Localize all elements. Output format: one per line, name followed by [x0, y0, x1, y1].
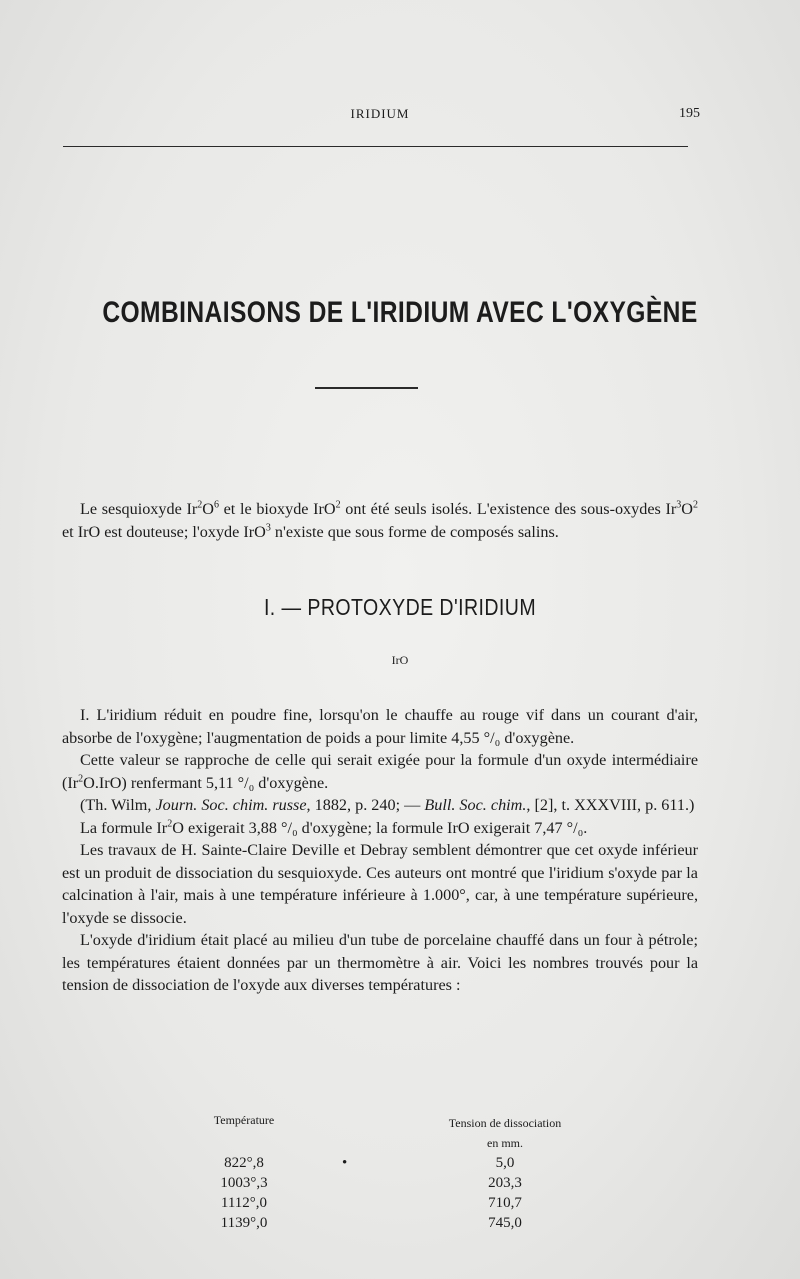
- text-run: , 1882, p. 240; —: [306, 796, 425, 814]
- text-run: Le sesquioxyde Ir: [80, 500, 198, 518]
- text-run: et le bioxyde IrO: [218, 500, 336, 518]
- text-run: (Th. Wilm,: [80, 796, 156, 814]
- intro-paragraph: [62, 498, 698, 543]
- table-header: [180, 1113, 620, 1155]
- paragraph: Les travaux de H. Sainte-Claire Deville et Debray semblent démontrer que cet oxyde inférieur est un produit de dissociation du sesquioxyde. Ces auteurs ont montré que l'iridium s'oxyde par la calcination à l'air, mais à une température inférieure à 1.000°, car, à une température supérieure, l'oxyde se dissocie.: [62, 841, 698, 927]
- superscript: 3: [265, 522, 271, 534]
- superscript: 2: [197, 499, 203, 511]
- table-row: [180, 1215, 620, 1235]
- superscript: 6: [213, 499, 219, 511]
- header-divider: [63, 146, 688, 147]
- text-run: n'existe que sous forme de composés salins.: [270, 522, 559, 541]
- text-run: La formule Ir: [80, 818, 168, 837]
- section-title: I. — PROTOXYDE D'IRIDIUM: [263, 594, 537, 620]
- running-title: IRIDIUM: [350, 106, 410, 121]
- dissociation-table: [180, 1113, 620, 1235]
- section-formula: IrO: [391, 653, 409, 667]
- temperature-cell: 1112°,0: [220, 1195, 268, 1211]
- journal-title: Bull. Soc. chim.: [424, 796, 527, 814]
- column-header-line: en mm.: [487, 1136, 523, 1150]
- text-run: et IrO est douteuse; l'oxyde IrO: [62, 522, 266, 541]
- tension-cell: 203,3: [488, 1175, 522, 1191]
- page-number: 195: [679, 106, 700, 121]
- paragraph: L'oxyde d'iridium était placé au milieu d'un tube de porcelaine chauffé dans un four à pétrole; les températures étaient données par un thermomètre à air. Voici les nombres trouvés pour la tension de dissociation de l'oxyde aux diverses températures :: [62, 931, 698, 994]
- tension-cell: 5,0: [495, 1155, 515, 1171]
- superscript: 3: [676, 499, 682, 511]
- superscript: 2: [78, 773, 84, 785]
- text-run: O.IrO) renfermant 5,11 °/₀ d'oxygène.: [83, 773, 329, 792]
- body-text: [62, 704, 698, 997]
- superscript: 2: [692, 499, 698, 511]
- text-run: O: [681, 500, 693, 518]
- citation: [62, 794, 698, 817]
- title-divider: [315, 387, 418, 389]
- paragraph: [62, 817, 698, 840]
- temperature-cell: 1139°,0: [220, 1215, 268, 1231]
- journal-title: Journ. Soc. chim. russe: [155, 796, 307, 814]
- chapter-title: COMBINAISONS DE L'IRIDIUM AVEC L'OXYGÈNE: [102, 296, 698, 329]
- tension-cell: 710,7: [488, 1195, 522, 1211]
- temperature-cell: 822°,8: [224, 1155, 264, 1171]
- table-row: [180, 1195, 620, 1215]
- superscript: 2: [335, 499, 341, 511]
- leader-dot: •: [342, 1155, 348, 1171]
- column-header-line: Tension de dissociation: [448, 1116, 562, 1130]
- text-run: Cette valeur se rapproche de celle qui serait exigée pour la formule d'un oxyde intermédiaire (Ir: [62, 751, 698, 792]
- intro-text: [62, 498, 698, 543]
- column-header-temperature: Température: [213, 1113, 275, 1127]
- temperature-cell: 1003°,3: [220, 1175, 268, 1191]
- text-run: , [2], t. XXXVIII, p. 611.): [526, 796, 695, 814]
- paragraph: [62, 749, 698, 794]
- tension-cell: 745,0: [488, 1215, 522, 1231]
- superscript: 2: [167, 818, 173, 830]
- column-header-tension: [425, 1113, 585, 1153]
- table-row: [180, 1175, 620, 1195]
- page-header: [60, 106, 700, 128]
- text-run: O exigerait 3,88 °/₀ d'oxygène; la formule IrO exigerait 7,47 °/₀.: [172, 818, 588, 837]
- paragraph: I. L'iridium réduit en poudre fine, lorsqu'on le chauffe au rouge vif dans un courant d'air, absorbe de l'oxygène; l'augmentation de poids a pour limite 4,55 °/₀ d'oxygène.: [62, 706, 698, 747]
- text-run: ont été seuls isolés. L'existence des sous-oxydes Ir: [340, 500, 677, 518]
- table-row: [180, 1155, 620, 1175]
- text-run: O: [202, 500, 214, 518]
